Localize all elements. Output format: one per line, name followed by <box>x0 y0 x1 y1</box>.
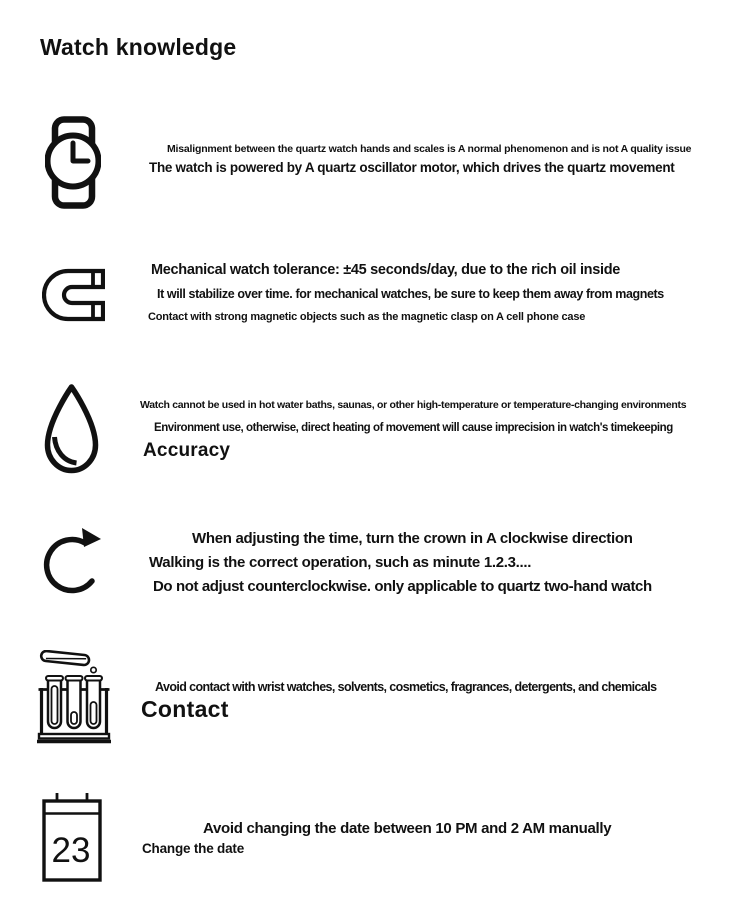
water-drop-icon <box>40 382 103 477</box>
crown-note-line: Do not adjust counterclockwise. only applicable to quartz two-hand watch <box>153 578 652 595</box>
accuracy-note-line: Watch cannot be used in hot water baths, saunas, or other high-temperature or temperature-changing environments <box>140 399 687 411</box>
magnet-main-line: Mechanical watch tolerance: ±45 seconds/day, due to the rich oil inside <box>151 262 621 278</box>
clockwise-arrow-icon <box>42 527 102 604</box>
accuracy-sub-line: Environment use, otherwise, direct heating of movement will cause imprecision in watch's timekeeping <box>154 422 673 434</box>
page-title: Watch knowledge <box>40 34 237 60</box>
magnet-note-line: Contact with strong magnetic objects such as the magnetic clasp on A cell phone case <box>148 311 586 323</box>
quartz-main-line: The watch is powered by A quartz oscillator motor, which drives the quartz movement <box>149 160 675 175</box>
magnet-icon <box>42 268 105 322</box>
calendar-day-number: 23 <box>51 831 91 870</box>
chemicals-note-line: Avoid contact with wrist watches, solvents, cosmetics, fragrances, detergents, and chemicals <box>155 680 657 694</box>
wrist-watch-icon <box>45 116 101 209</box>
date-sub-line: Change the date <box>142 841 245 856</box>
calendar-icon <box>42 792 102 883</box>
crown-main-line: When adjusting the time, turn the crown in A clockwise direction <box>192 530 633 547</box>
crown-sub-line: Walking is the correct operation, such as minute 1.2.3.... <box>149 554 532 571</box>
date-main-line: Avoid changing the date between 10 PM and 2 AM manually <box>203 820 612 837</box>
contact-heading: Contact <box>141 696 229 722</box>
quartz-note-line: Misalignment between the quartz watch hands and scales is A normal phenomenon and is not A quality issue <box>167 143 692 155</box>
accuracy-heading: Accuracy <box>143 440 231 461</box>
magnet-sub-line: It will stabilize over time. for mechanical watches, be sure to keep them away from magnets <box>157 287 664 301</box>
test-tubes-icon <box>37 650 111 745</box>
